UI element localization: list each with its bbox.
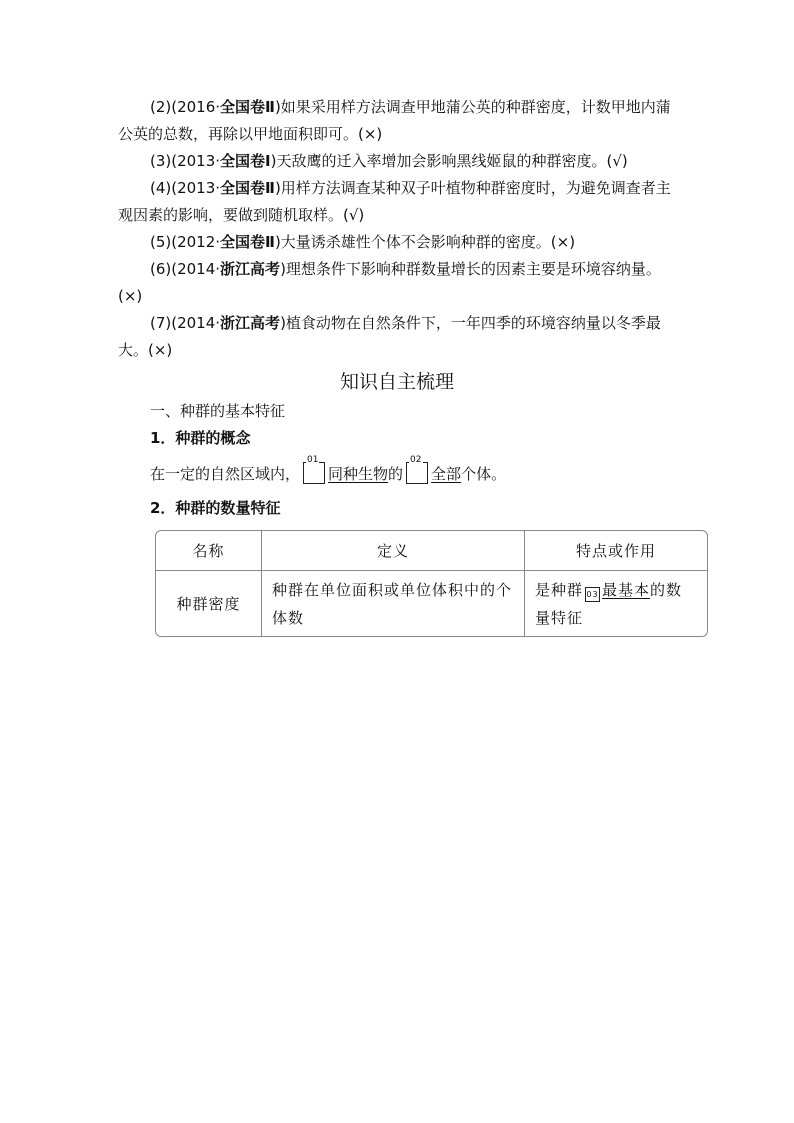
- item-5: (5)(2012·全国卷Ⅱ)大量诱杀雄性个体不会影响种群的密度。(×): [150, 233, 576, 251]
- blank-most-basic: 最基本: [602, 580, 651, 599]
- item-3: (3)(2013·全国卷Ⅰ)天敌鹰的迁入率增加会影响黑线姬鼠的种群密度。(√): [150, 152, 628, 170]
- answer-box-03: 03: [585, 587, 600, 602]
- blank-same-species: 同种生物: [328, 465, 389, 483]
- item-7: (7)(2014·浙江高考)植食动物在自然条件下，一年四季的环境容纳量以冬季最大。(×): [118, 314, 661, 359]
- sub-heading-quantity: 2．种群的数量特征: [150, 499, 281, 517]
- item-2: (2)(2016·全国卷Ⅱ)如果采用样方法调查甲地蒲公英的种群密度，计数甲地内蒲公英的总数，再除以甲地面积即可。(×): [118, 98, 671, 143]
- header-definition: 定义: [262, 531, 525, 571]
- table-header-row: [156, 531, 707, 571]
- cell-feature: 是种群 03 最基本的数量特征: [535, 580, 683, 627]
- cell-definition: 种群在单位面积或单位体积中的个体数: [262, 571, 525, 636]
- item-4: (4)(2013·全国卷Ⅱ)用样方法调查某种双子叶植物种群密度时，为避免调查者主观因素的影响，要做到随机取样。(√): [118, 179, 671, 224]
- cell-name: 种群密度: [156, 571, 262, 636]
- feature-table: [155, 530, 708, 637]
- table-row: [156, 571, 707, 636]
- answer-box-02: 02: [406, 462, 428, 484]
- heading-basic-features: 一、种群的基本特征: [150, 402, 286, 420]
- sub-heading-concept: 1．种群的概念: [150, 429, 251, 447]
- header-feature: 特点或作用: [525, 531, 707, 571]
- section-title: 知识自主梳理: [339, 371, 454, 393]
- answer-box-01: 01: [303, 462, 325, 484]
- item-6: (6)(2014·浙江高考)理想条件下影响种群数量增长的因素主要是环境容纳量。(×): [118, 260, 661, 305]
- concept-line: 在一定的自然区域内， 01 同种生物的 02 全部个体。: [150, 455, 507, 483]
- blank-all: 全部: [431, 465, 462, 483]
- header-name: 名称: [156, 531, 262, 571]
